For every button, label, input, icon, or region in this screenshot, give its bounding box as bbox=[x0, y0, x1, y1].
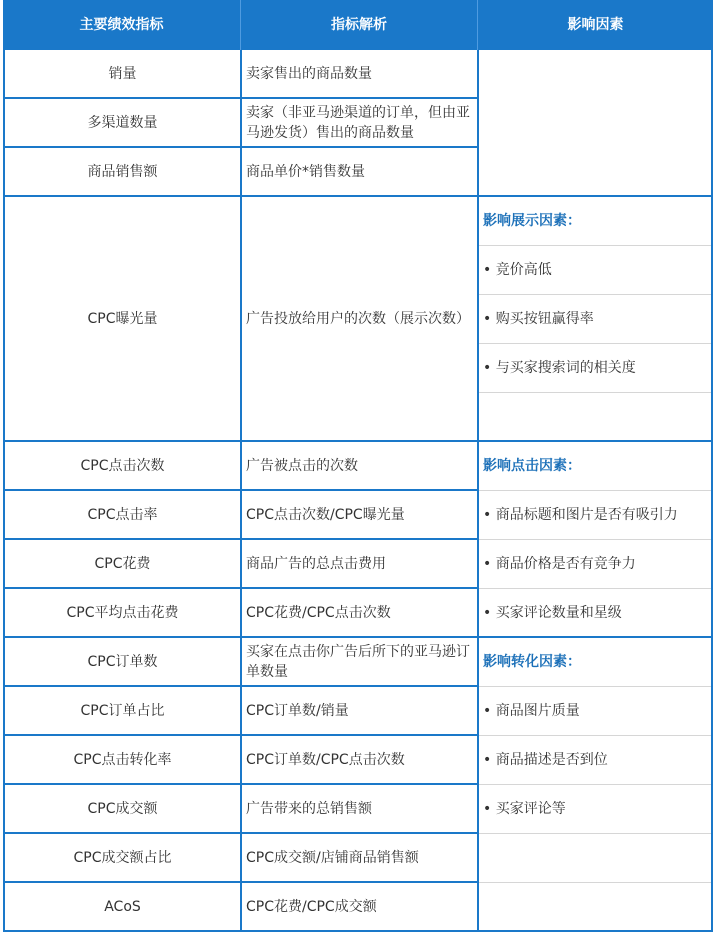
metric-cell: CPC点击次数 bbox=[3, 442, 242, 491]
display-factor-item: • 与买家搜索词的相关度 bbox=[479, 344, 711, 393]
click-factors-title: 影响点击因素： bbox=[479, 442, 711, 491]
metric-cell: CPC平均点击花费 bbox=[3, 589, 242, 638]
conversion-factor-item: • 商品描述是否到位 bbox=[479, 736, 711, 785]
description-cell: CPC花费/CPC成交额 bbox=[242, 883, 479, 932]
description-cell: 商品广告的总点击费用 bbox=[242, 540, 479, 589]
description-cell: CPC花费/CPC点击次数 bbox=[242, 589, 479, 638]
metric-cell: 销量 bbox=[3, 50, 242, 99]
click-factor-item: • 买家评论数量和星级 bbox=[483, 605, 622, 621]
metric-cell: 多渠道数量 bbox=[3, 99, 242, 148]
metric-cell: CPC订单数 bbox=[3, 638, 242, 687]
description-cell: CPC点击次数/CPC曝光量 bbox=[242, 491, 479, 540]
conversion-factor-item: • 商品图片质量 bbox=[479, 687, 711, 736]
description-cell: CPC订单数/CPC点击次数 bbox=[242, 736, 479, 785]
metric-cell: CPC曝光量 bbox=[3, 197, 242, 442]
display-factors-title: 影响展示因素： bbox=[479, 197, 711, 246]
click-factor-item: • 商品标题和图片是否有吸引力 bbox=[479, 491, 711, 540]
description-cell: 买家在点击你广告后所下的亚马逊订单数量 bbox=[242, 638, 479, 687]
display-factor-item: • 购买按钮赢得率 bbox=[479, 295, 711, 344]
description-cell: CPC订单数/销量 bbox=[242, 687, 479, 736]
factors-empty-block bbox=[479, 50, 713, 197]
conversion-factor-empty bbox=[479, 834, 711, 883]
description-cell: 卖家（非亚马逊渠道的订单，但由亚马逊发货）售出的商品数量 bbox=[242, 99, 479, 148]
description-cell: 广告投放给用户的次数（展示次数） bbox=[242, 197, 479, 442]
conversion-factors-title: 影响转化因素： bbox=[479, 638, 711, 687]
display-factor-item: • 竞价高低 bbox=[479, 246, 711, 295]
click-factor-item: • 商品价格是否有竞争力 bbox=[479, 540, 711, 589]
header-description: 指标解析 bbox=[240, 0, 477, 50]
description-cell: 卖家售出的商品数量 bbox=[242, 50, 479, 99]
description-cell: 广告带来的总销售额 bbox=[242, 785, 479, 834]
metric-cell: CPC点击率 bbox=[3, 491, 242, 540]
header-factors: 影响因素 bbox=[477, 0, 713, 50]
description-cell: 广告被点击的次数 bbox=[242, 442, 479, 491]
conversion-factor-item: • 买家评论等 bbox=[479, 785, 711, 834]
description-cell: 商品单价*销售数量 bbox=[242, 148, 479, 197]
description-cell: CPC成交额/店铺商品销售额 bbox=[242, 834, 479, 883]
metric-cell: CPC成交额占比 bbox=[3, 834, 242, 883]
metric-cell: ACoS bbox=[3, 883, 242, 932]
metric-cell: CPC点击转化率 bbox=[3, 736, 242, 785]
metric-cell: 商品销售额 bbox=[3, 148, 242, 197]
kpi-table bbox=[3, 0, 713, 932]
header-metric: 主要绩效指标 bbox=[3, 0, 240, 50]
metric-cell: CPC订单占比 bbox=[3, 687, 242, 736]
metric-cell: CPC成交额 bbox=[3, 785, 242, 834]
metric-cell: CPC花费 bbox=[3, 540, 242, 589]
